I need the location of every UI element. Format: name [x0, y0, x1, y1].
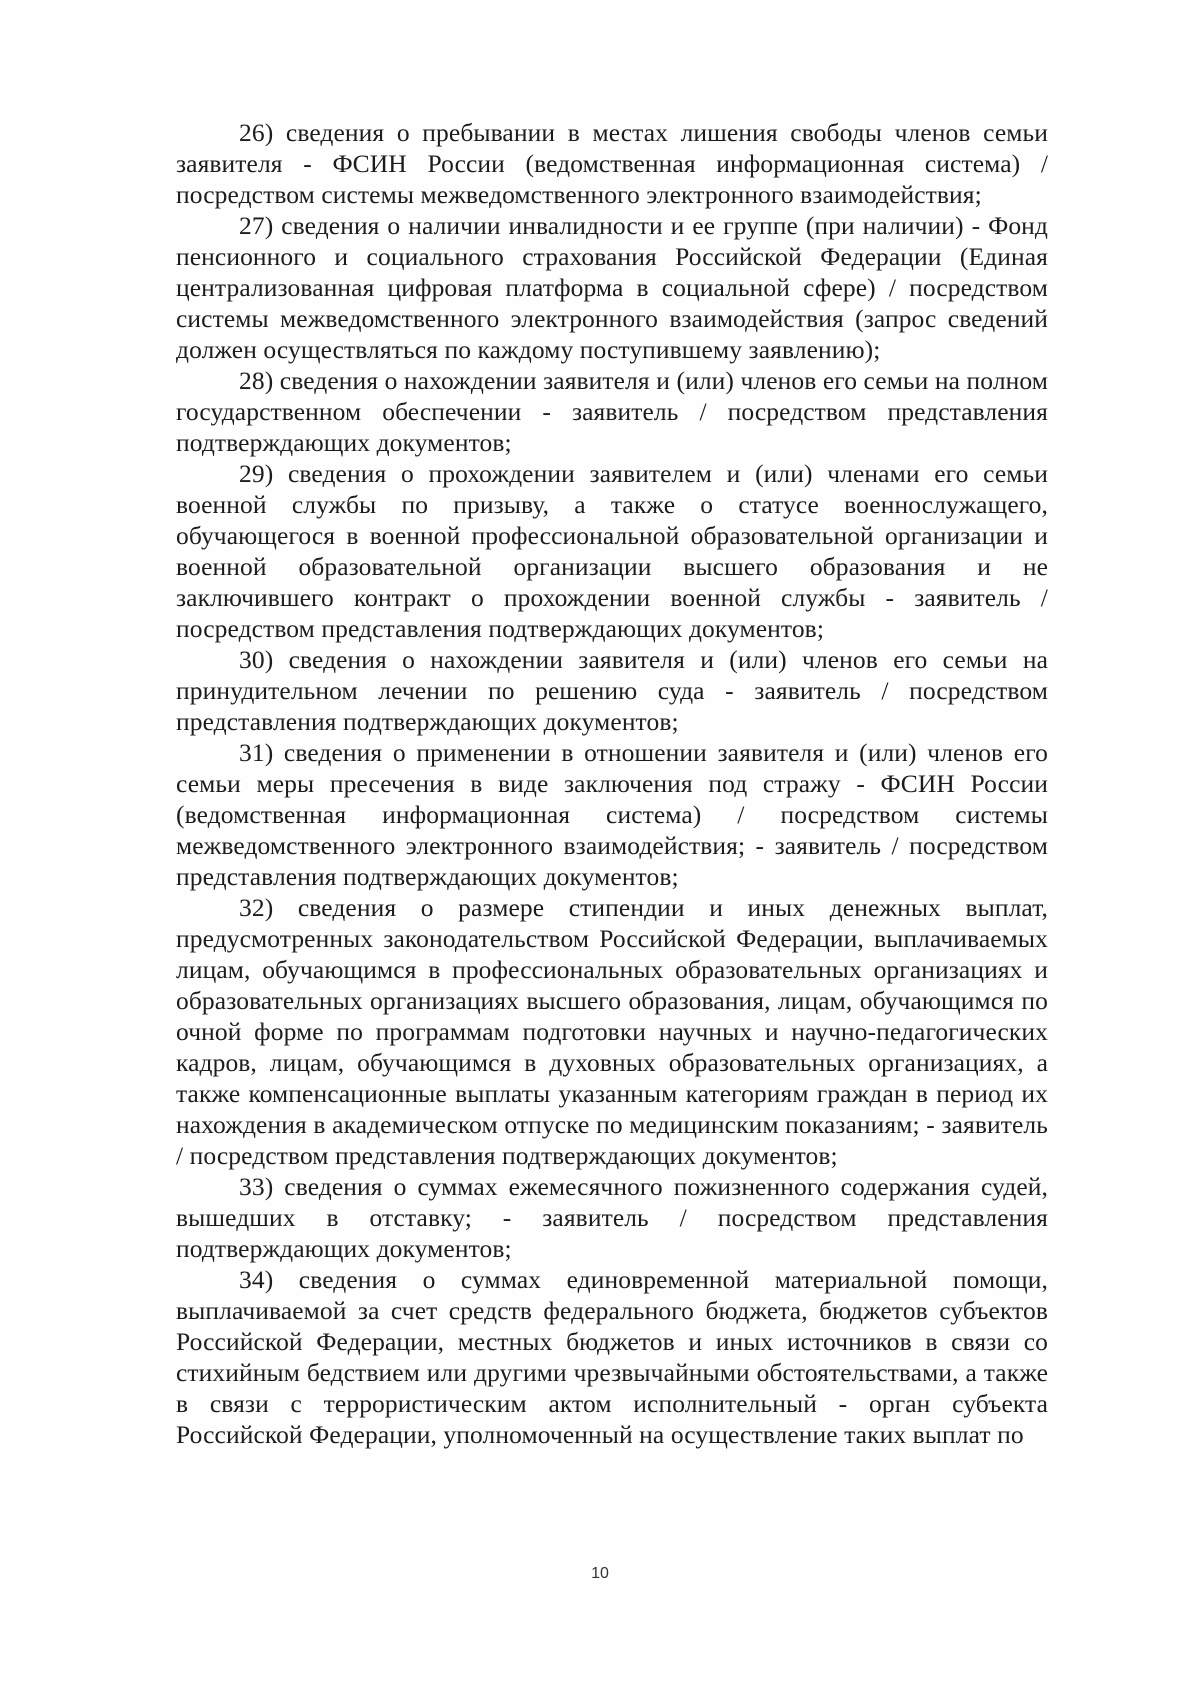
paragraph-item-29: 29) сведения о прохождении заявителем и (или) членами его семьи военной службы по призыву, а также о статусе военнослужащего, обучающегося в военной профессиональной образовательной организации и военной образовательной организации высшего образования и не заключившего контракт о прохождении военной службы - заявитель / посредством представления подтверждающих документов;	[176, 459, 1048, 643]
paragraph-item-30: 30) сведения о нахождении заявителя и (или) членов его семьи на принудительном лечении по решению суда - заявитель / посредством представления подтверждающих документов;	[176, 645, 1048, 736]
page-number: 10	[591, 1565, 609, 1582]
paragraph-item-27: 27) сведения о наличии инвалидности и ее группе (при наличии) - Фонд пенсионного и социального страхования Российской Федерации (Единая централизованная цифровая платформа в социальной сфере) / посредством системы межведомственного электронного взаимодействия (запрос сведений должен осуществляться по каждому поступившему заявлению);	[176, 211, 1048, 364]
paragraph-item-28: 28) сведения о нахождении заявителя и (или) членов его семьи на полном государственном обеспечении - заявитель / посредством представления подтверждающих документов;	[176, 366, 1048, 457]
document-body	[176, 117, 1048, 1450]
paragraph-item-32: 32) сведения о размере стипендии и иных денежных выплат, предусмотренных законодательством Российской Федерации, выплачиваемых лицам, обучающимся в профессиональных образовательных организациях и образовательных организациях высшего образования, лицам, обучающимся по очной форме по программам подготовки научных и научно-педагогических кадров, лицам, обучающимся в духовных образовательных организациях, а также компенсационные выплаты указанным категориям граждан в период их нахождения в академическом отпуске по медицинским показаниям; - заявитель / посредством представления подтверждающих документов;	[176, 893, 1048, 1170]
paragraph-item-31: 31) сведения о применении в отношении заявителя и (или) членов его семьи меры пресечения в виде заключения под стражу - ФСИН России (ведомственная информационная система) / посредством системы межведомственного электронного взаимодействия; - заявитель / посредством представления подтверждающих документов;	[176, 738, 1048, 891]
paragraph-item-34: 34) сведения о суммах единовременной материальной помощи, выплачиваемой за счет средств федерального бюджета, бюджетов субъектов Российской Федерации, местных бюджетов и иных источников в связи со стихийным бедствием или другими чрезвычайными обстоятельствами, а также в связи с террористическим актом исполнительный - орган субъекта Российской Федерации, уполномоченный на осуществление таких выплат по	[176, 1265, 1048, 1449]
paragraph-item-26: 26) сведения о пребывании в местах лишения свободы членов семьи заявителя - ФСИН России (ведомственная информационная система) / посредством системы межведомственного электронного взаимодействия;	[176, 118, 1048, 209]
paragraph-item-33: 33) сведения о суммах ежемесячного пожизненного содержания судей, вышедших в отставку; - заявитель / посредством представления подтверждающих документов;	[176, 1172, 1048, 1263]
